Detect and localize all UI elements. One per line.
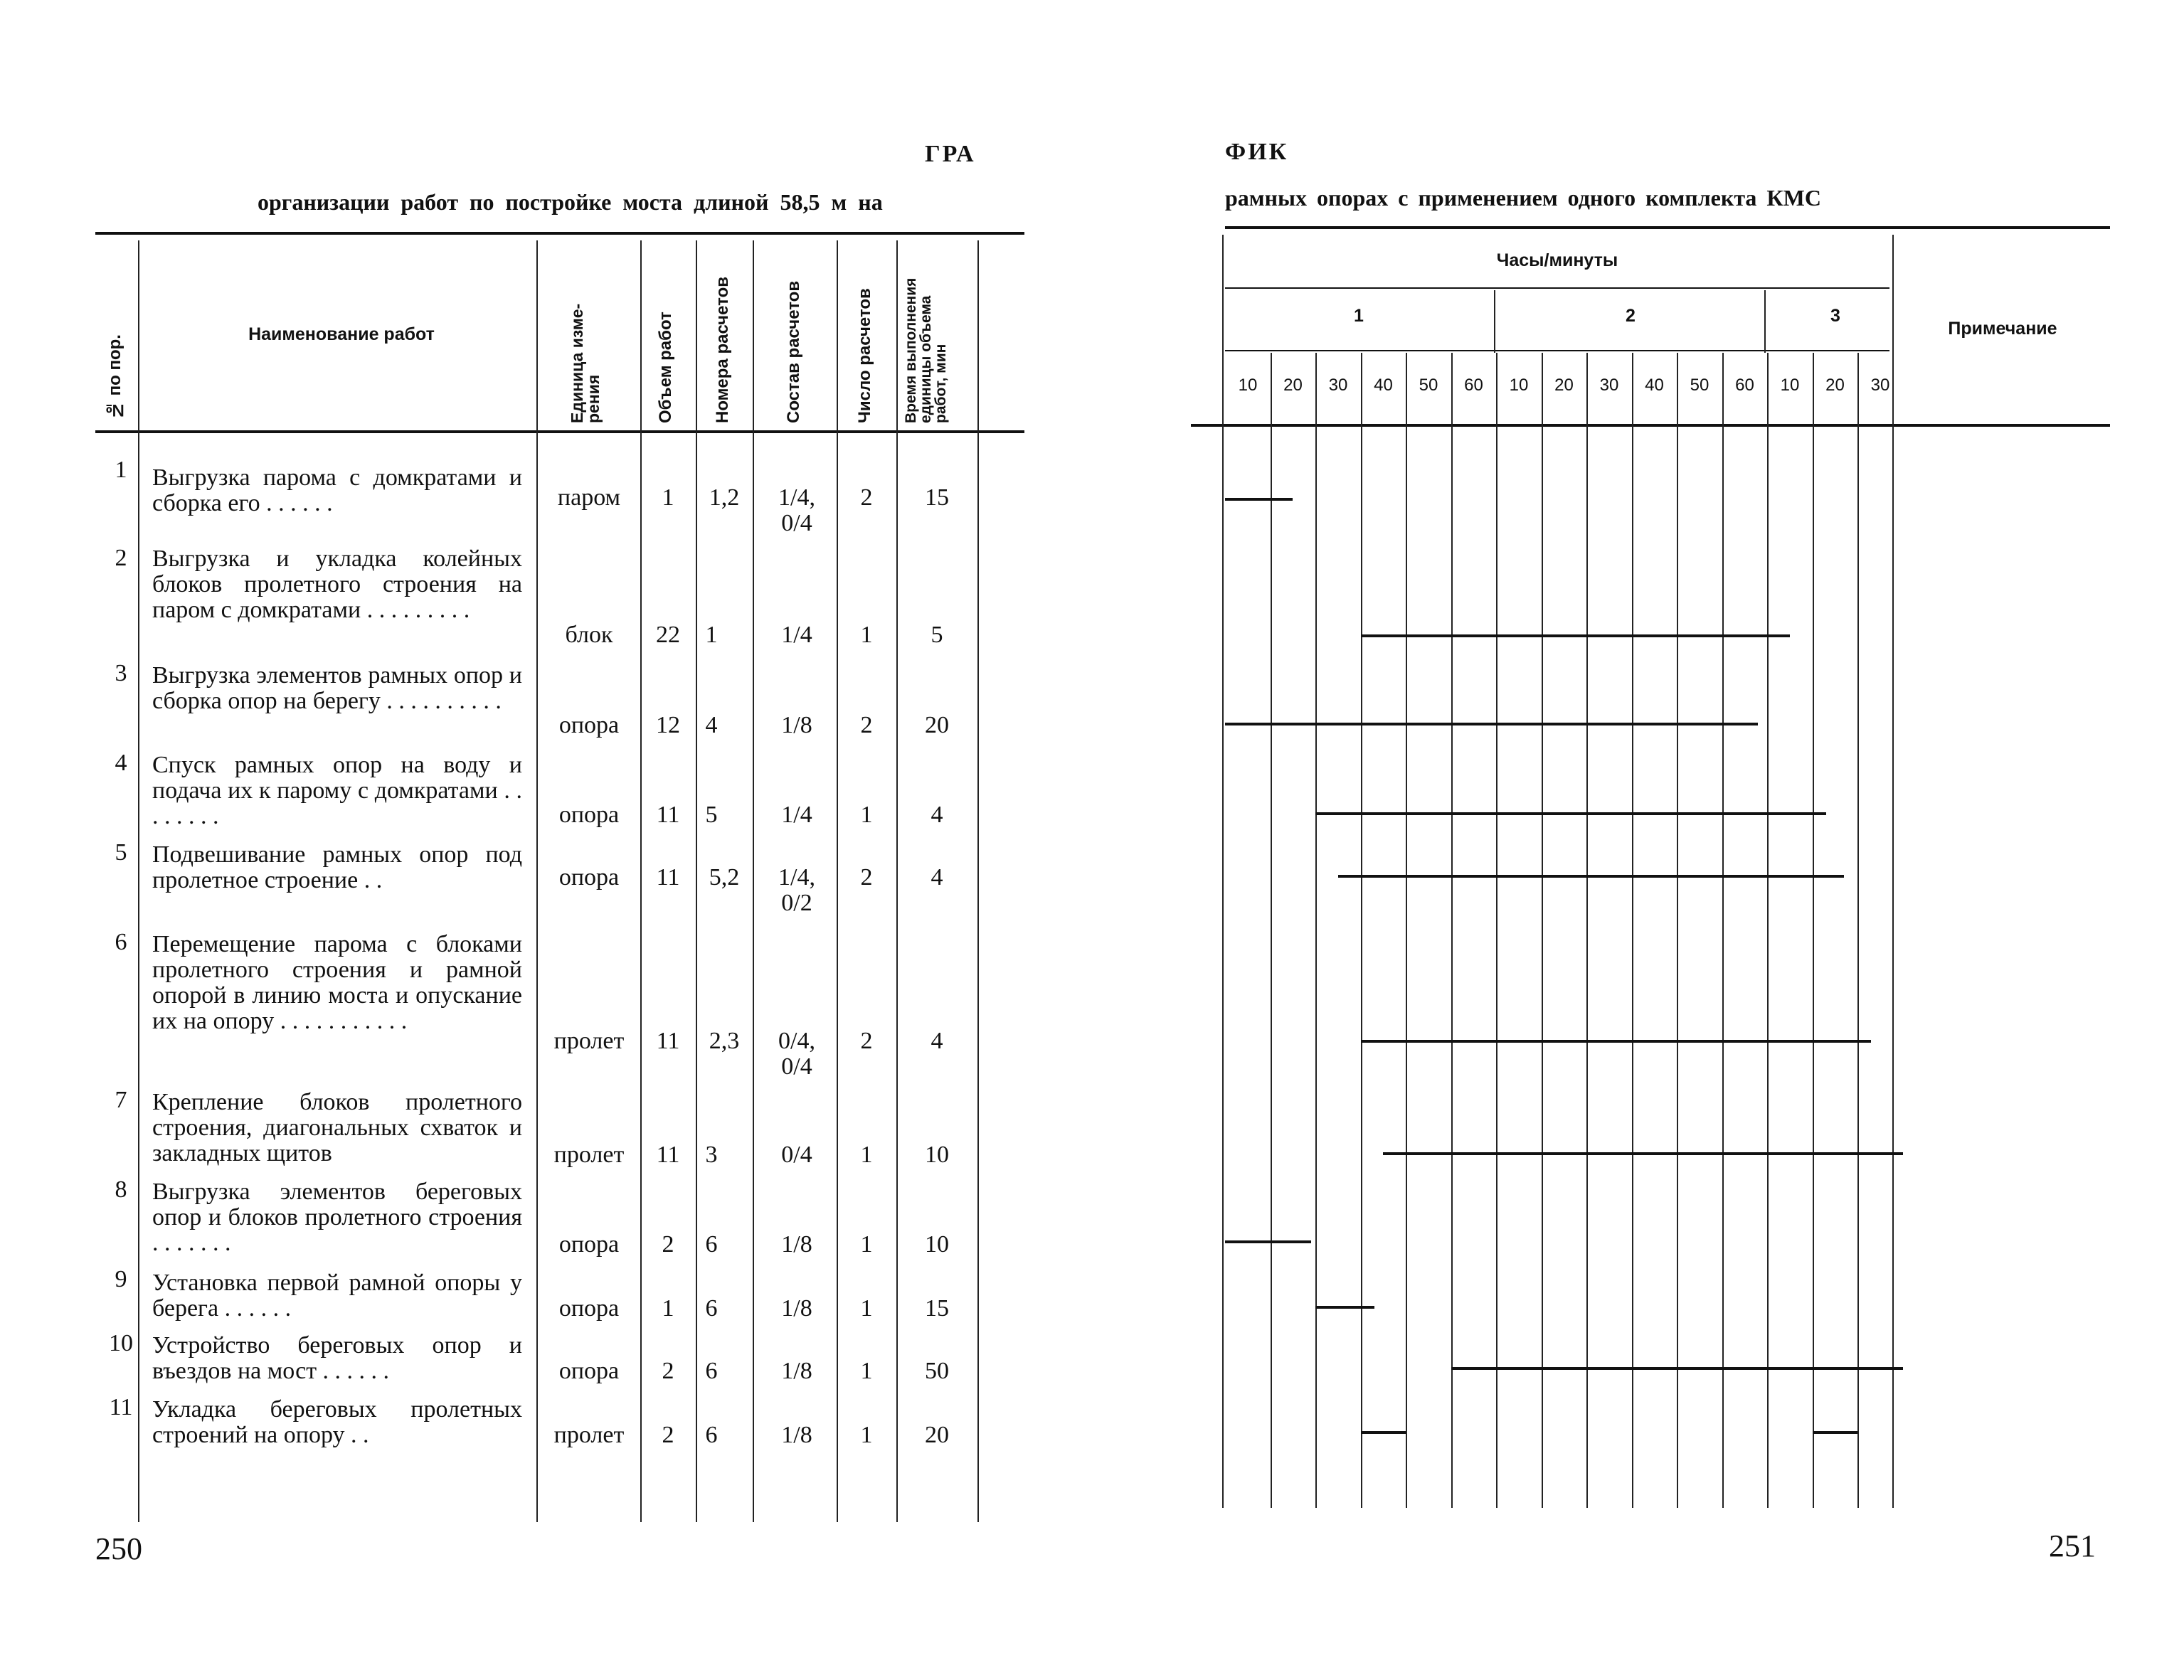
row-time: 5 bbox=[931, 622, 943, 648]
page-number-left: 250 bbox=[95, 1531, 142, 1566]
row-calc-numbers: 5 bbox=[705, 802, 718, 828]
gantt-column-line bbox=[1496, 353, 1497, 1508]
gantt-column-line bbox=[1451, 353, 1453, 1508]
note-divider bbox=[1892, 235, 1894, 1508]
minute-label: 10 bbox=[1238, 376, 1258, 395]
left-table-top-rule bbox=[95, 232, 1024, 235]
row-time: 10 bbox=[925, 1231, 949, 1258]
row-num: 1 bbox=[115, 457, 127, 483]
minute-label: 40 bbox=[1645, 376, 1664, 395]
row-name: Выгрузка элементов рамных опор и сборка опор на берегу . . . . . . . . . . bbox=[152, 662, 522, 714]
minute-label: 20 bbox=[1283, 376, 1303, 395]
row-unit: опора bbox=[558, 1231, 620, 1258]
row-composition: 1/8 bbox=[781, 1358, 812, 1384]
gantt-column-line bbox=[1767, 353, 1769, 1508]
gantt-bar bbox=[1383, 1152, 1902, 1155]
row-time: 4 bbox=[931, 1028, 943, 1054]
row-count: 2 bbox=[860, 864, 873, 890]
row-name: Выгрузка и укладка колейных блоков пролетного строения на паром с домкратами . . . . . . . . . bbox=[152, 546, 522, 623]
row-unit: опора bbox=[558, 864, 620, 890]
header-time: Время выполнения единицы объема работ, мин bbox=[903, 277, 949, 423]
minute-label: 30 bbox=[1870, 376, 1890, 395]
row-composition: 1/4 bbox=[781, 622, 812, 648]
row-count: 1 bbox=[860, 1231, 873, 1258]
row-time: 4 bbox=[931, 802, 943, 828]
row-num: 11 bbox=[109, 1394, 133, 1420]
row-name: Выгрузка элементов береговых опор и блоков пролетного строения . . . . . . . bbox=[152, 1179, 522, 1256]
row-volume: 2 bbox=[662, 1358, 674, 1384]
gantt-bar bbox=[1315, 812, 1826, 815]
gantt-bar bbox=[1813, 1431, 1858, 1434]
minutes-divider-rule bbox=[1225, 350, 1889, 351]
header-calc-composition: Состав расчетов bbox=[784, 280, 803, 423]
row-unit: опора bbox=[558, 712, 620, 738]
row-count: 2 bbox=[860, 484, 873, 511]
row-volume: 12 bbox=[656, 712, 680, 738]
minute-label: 20 bbox=[1554, 376, 1574, 395]
gantt-bar bbox=[1451, 1367, 1903, 1370]
row-count: 1 bbox=[860, 622, 873, 648]
minute-label: 50 bbox=[1419, 376, 1438, 395]
row-num: 8 bbox=[115, 1176, 127, 1203]
gantt-column-line bbox=[1271, 353, 1272, 1508]
gantt-column-line bbox=[1542, 353, 1543, 1508]
row-composition: 1/8 bbox=[781, 712, 812, 738]
row-num: 9 bbox=[115, 1266, 127, 1292]
gantt-column-line bbox=[1722, 353, 1724, 1508]
row-volume: 22 bbox=[656, 622, 680, 648]
minute-label: 60 bbox=[1735, 376, 1754, 395]
hour-label: 1 bbox=[1354, 306, 1364, 326]
row-calc-numbers: 4 bbox=[705, 712, 718, 738]
row-num: 10 bbox=[109, 1330, 133, 1356]
gantt-bar bbox=[1338, 875, 1844, 878]
row-unit: опора bbox=[558, 802, 620, 828]
minute-label: 50 bbox=[1690, 376, 1709, 395]
row-volume: 2 bbox=[662, 1422, 674, 1448]
gantt-bar bbox=[1225, 498, 1293, 501]
row-composition: 1/8 bbox=[781, 1231, 812, 1258]
gantt-left-border bbox=[1222, 235, 1224, 1508]
header-unit: Единица измерения bbox=[568, 303, 603, 423]
header-calc-numbers: Номера расчетов bbox=[713, 276, 732, 423]
hours-divider-rule bbox=[1225, 287, 1889, 289]
row-composition: 1/8 bbox=[781, 1422, 812, 1448]
page-heading-left: ГРА bbox=[925, 141, 976, 167]
header-name: Наименование работ bbox=[248, 324, 435, 344]
row-calc-numbers: 3 bbox=[705, 1142, 718, 1168]
gantt-bar bbox=[1361, 1431, 1406, 1434]
row-count: 2 bbox=[860, 1028, 873, 1054]
gantt-column-line bbox=[1677, 353, 1678, 1508]
gantt-bar bbox=[1225, 723, 1758, 725]
row-name: Укладка береговых пролетных строений на опору . . bbox=[152, 1396, 522, 1448]
row-unit: опора bbox=[558, 1358, 620, 1384]
col-divider bbox=[536, 240, 538, 1522]
row-num: 6 bbox=[115, 929, 127, 955]
row-unit: блок bbox=[565, 622, 613, 648]
row-time: 20 bbox=[925, 1422, 949, 1448]
row-calc-numbers: 2,3 bbox=[709, 1028, 740, 1054]
right-table-top-rule bbox=[1225, 226, 2110, 229]
row-volume: 11 bbox=[656, 864, 680, 890]
gantt-column-line bbox=[1315, 353, 1317, 1508]
row-num: 7 bbox=[115, 1087, 127, 1113]
row-name: Подвешивание рамных опор под пролетное строение . . bbox=[152, 841, 522, 893]
row-composition: 1/4, 0/4 bbox=[778, 484, 815, 536]
minute-label: 60 bbox=[1464, 376, 1483, 395]
row-time: 15 bbox=[925, 1295, 949, 1322]
row-time: 20 bbox=[925, 712, 949, 738]
gantt-column-line bbox=[1406, 353, 1407, 1508]
row-composition: 0/4, 0/4 bbox=[778, 1028, 815, 1080]
row-composition: 1/4, 0/2 bbox=[778, 864, 815, 916]
row-volume: 11 bbox=[656, 802, 680, 828]
row-volume: 11 bbox=[656, 1028, 680, 1054]
minute-label: 40 bbox=[1374, 376, 1393, 395]
row-count: 1 bbox=[860, 802, 873, 828]
row-calc-numbers: 5,2 bbox=[709, 864, 740, 890]
gantt-column-line bbox=[1857, 353, 1859, 1508]
row-name: Крепление блоков пролетного строения, диагональных схваток и закладных щитов bbox=[152, 1089, 522, 1166]
row-count: 2 bbox=[860, 712, 873, 738]
gantt-bar bbox=[1361, 634, 1790, 637]
hour-label: 3 bbox=[1830, 306, 1840, 326]
minute-label: 30 bbox=[1328, 376, 1348, 395]
row-composition: 1/8 bbox=[781, 1295, 812, 1322]
page-heading-right: ФИК bbox=[1225, 139, 1289, 165]
minute-label: 20 bbox=[1825, 376, 1845, 395]
header-volume: Объем работ bbox=[656, 312, 675, 423]
row-calc-numbers: 6 bbox=[705, 1231, 718, 1258]
row-time: 4 bbox=[931, 864, 943, 890]
row-num: 3 bbox=[115, 660, 127, 686]
header-num: № по пор. bbox=[105, 334, 124, 420]
gantt-bar bbox=[1315, 1306, 1374, 1309]
col-divider bbox=[753, 240, 754, 1522]
minute-label: 10 bbox=[1780, 376, 1800, 395]
row-calc-numbers: 6 bbox=[705, 1358, 718, 1384]
right-table-header-rule bbox=[1191, 424, 2110, 427]
row-time: 15 bbox=[925, 484, 949, 511]
row-count: 1 bbox=[860, 1142, 873, 1168]
header-hours-minutes: Часы/минуты bbox=[1496, 250, 1618, 270]
subtitle-left: организации работ по постройке моста длиной 58,5 м на bbox=[258, 189, 883, 215]
gantt-column-line bbox=[1813, 353, 1814, 1508]
row-composition: 1/4 bbox=[781, 802, 812, 828]
gantt-column-line bbox=[1586, 353, 1588, 1508]
row-unit: пролет bbox=[553, 1028, 625, 1054]
gantt-bar bbox=[1225, 1240, 1311, 1243]
row-num: 4 bbox=[115, 750, 127, 776]
header-calc-count: Число расчетов bbox=[855, 288, 874, 423]
header-note: Примечание bbox=[1948, 319, 2057, 339]
row-num: 2 bbox=[115, 545, 127, 571]
row-calc-numbers: 1,2 bbox=[709, 484, 740, 511]
row-count: 1 bbox=[860, 1295, 873, 1322]
row-count: 1 bbox=[860, 1358, 873, 1384]
row-time: 10 bbox=[925, 1142, 949, 1168]
row-unit: опора bbox=[558, 1295, 620, 1322]
row-unit: пролет bbox=[553, 1142, 625, 1168]
row-name: Перемещение парома с блоками пролетного строения и рамной опорой в линию моста и опускание их на опору . . . . . . . . . . . bbox=[152, 931, 522, 1034]
row-calc-numbers: 1 bbox=[705, 622, 718, 648]
row-unit: паром bbox=[557, 484, 621, 511]
row-calc-numbers: 6 bbox=[705, 1295, 718, 1322]
gantt-bar bbox=[1361, 1040, 1872, 1043]
minute-label: 30 bbox=[1599, 376, 1619, 395]
row-name: Устройство береговых опор и въездов на мост . . . . . . bbox=[152, 1332, 522, 1384]
gantt-column-line bbox=[1361, 353, 1362, 1508]
hour-label: 2 bbox=[1626, 306, 1636, 326]
row-volume: 1 bbox=[662, 1295, 674, 1322]
row-volume: 11 bbox=[656, 1142, 680, 1168]
row-num: 5 bbox=[115, 839, 127, 866]
row-volume: 1 bbox=[662, 484, 674, 511]
hour-divider bbox=[1494, 290, 1495, 353]
row-unit: пролет bbox=[553, 1422, 625, 1448]
minute-label: 10 bbox=[1509, 376, 1529, 395]
col-divider bbox=[977, 240, 979, 1522]
page-number-right: 251 bbox=[2049, 1529, 2096, 1563]
row-name: Установка первой рамной опоры у берега . . . . . . bbox=[152, 1270, 522, 1322]
left-table-header-rule bbox=[95, 430, 1024, 433]
hour-divider bbox=[1764, 290, 1766, 353]
subtitle-right: рамных опорах с применением одного комплекта КМС bbox=[1225, 185, 1821, 211]
row-name: Спуск рамных опор на воду и подача их к парому с домкратами . . . . . . . . bbox=[152, 752, 522, 829]
row-count: 1 bbox=[860, 1422, 873, 1448]
row-composition: 0/4 bbox=[781, 1142, 812, 1168]
row-time: 50 bbox=[925, 1358, 949, 1384]
row-volume: 2 bbox=[662, 1231, 674, 1258]
gantt-column-line bbox=[1632, 353, 1633, 1508]
row-name: Выгрузка парома с домкратами и сборка его . . . . . . bbox=[152, 464, 522, 516]
row-calc-numbers: 6 bbox=[705, 1422, 718, 1448]
